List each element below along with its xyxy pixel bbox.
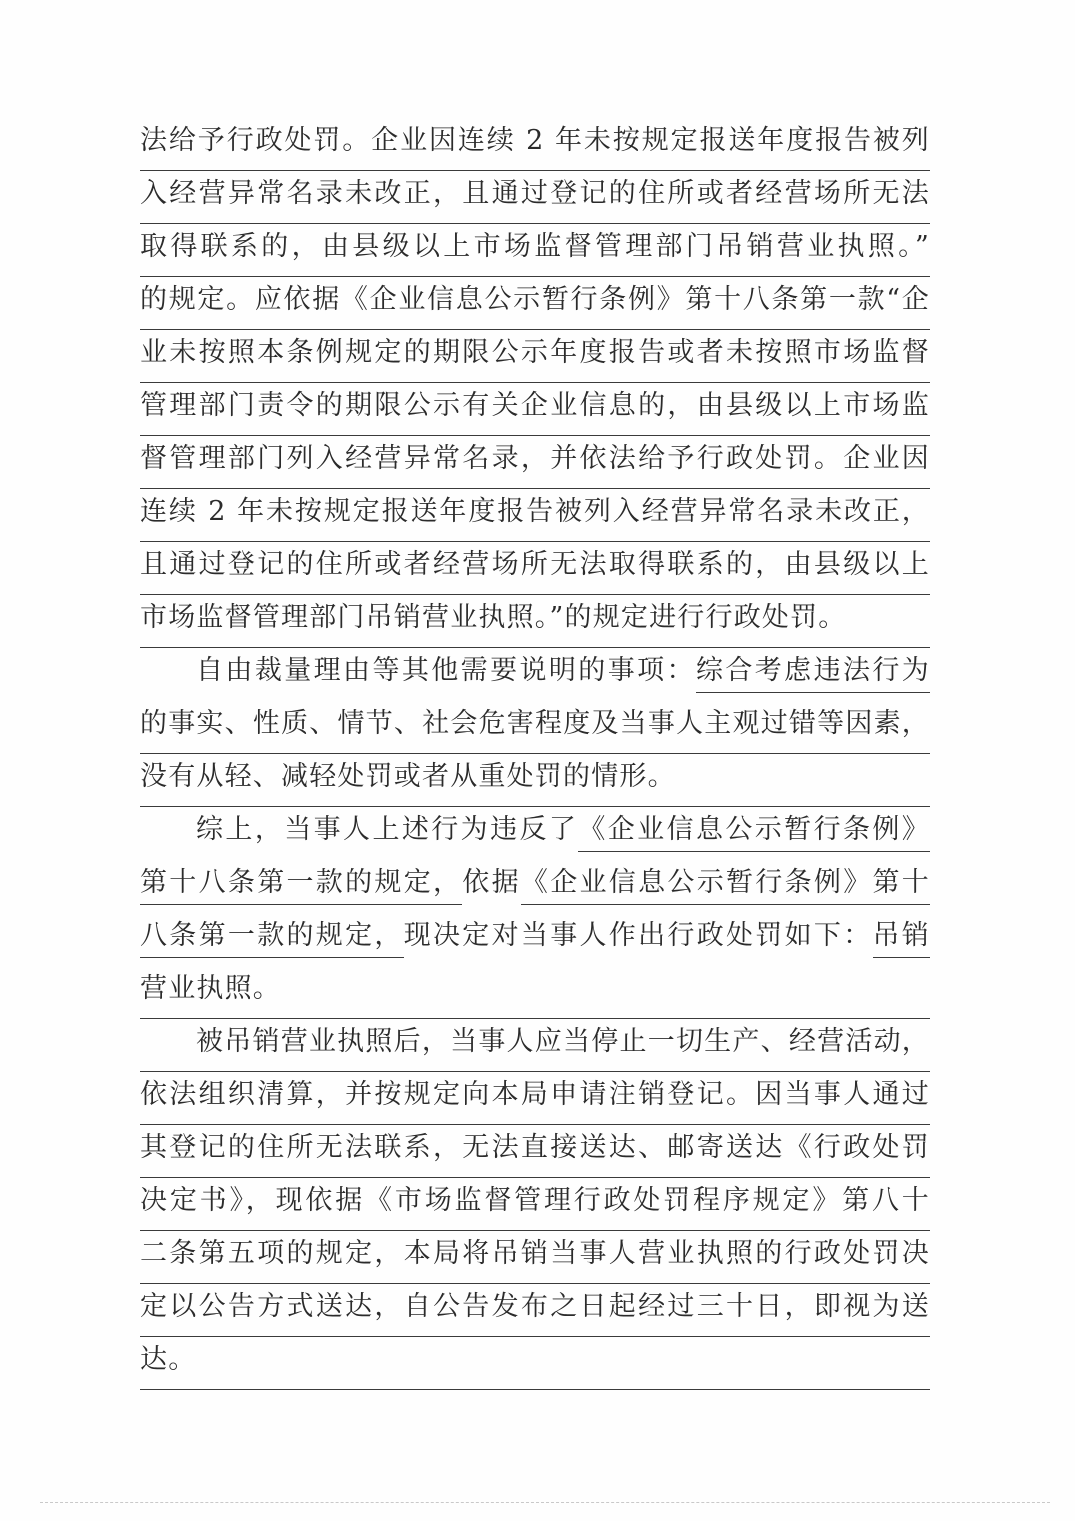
notice-line-2: 依法组织清算，并按规定向本局申请注销登记。因当事人通过 bbox=[140, 1072, 930, 1125]
text-line-9: 且通过登记的住所或者经营场所无法取得联系的，由县级以上 bbox=[140, 542, 930, 595]
conclusion-law-name: 《企业信息公示暂行条例》 bbox=[578, 814, 930, 852]
conclusion-line-3 bbox=[140, 913, 930, 966]
discretion-line-2: 的事实、性质、情节、社会危害程度及当事人主观过错等因素， bbox=[140, 701, 930, 754]
discretion-label: 自由裁量理由等其他需要说明的事项： bbox=[196, 655, 696, 686]
conclusion-line-4: 营业执照。 bbox=[140, 966, 930, 1019]
document-body bbox=[140, 118, 930, 1390]
text-line-1: 法给予行政处罚。企业因连续 2 年未按规定报送年度报告被列 bbox=[140, 118, 930, 171]
conclusion-line-2 bbox=[140, 860, 930, 913]
conclusion-prefix: 综上，当事人上述行为违反了 bbox=[196, 814, 579, 845]
notice-line-5: 二条第五项的规定，本局将吊销当事人营业执照的行政处罚决 bbox=[140, 1231, 930, 1284]
conclusion-line2-c: 《企业信息公示暂行条例》第十 bbox=[521, 867, 930, 905]
conclusion-line3-a: 八条第一款的规定， bbox=[140, 920, 404, 958]
conclusion-line3-c: 吊销 bbox=[873, 920, 931, 958]
text-line-6: 管理部门责令的期限公示有关企业信息的，由县级以上市场监 bbox=[140, 383, 930, 436]
text-line-7: 督管理部门列入经营异常名录，并依法给予行政处罚。企业因 bbox=[140, 436, 930, 489]
text-line-3: 取得联系的，由县级以上市场监督管理部门吊销营业执照。” bbox=[140, 224, 930, 277]
conclusion-line3-b: 现决定对当事人作出行政处罚如下： bbox=[403, 920, 873, 951]
notice-first-line: 被吊销营业执照后，当事人应当停止一切生产、经营活动， bbox=[140, 1019, 930, 1072]
notice-line-6: 定以公告方式送达，自公告发布之日起经过三十日，即视为送 bbox=[140, 1284, 930, 1337]
text-line-8: 连续 2 年未按规定报送年度报告被列入经营异常名录未改正， bbox=[140, 489, 930, 542]
notice-line-7: 达。 bbox=[140, 1337, 930, 1390]
conclusion-first-line bbox=[140, 807, 930, 860]
discretion-paragraph-first-line bbox=[140, 648, 930, 701]
text-line-5: 业未按照本条例规定的期限公示年度报告或者未按照市场监督 bbox=[140, 330, 930, 383]
discretion-text-start: 综合考虑违法行为 bbox=[696, 655, 930, 693]
page-bottom-edge bbox=[40, 1502, 1050, 1503]
notice-line-3: 其登记的住所无法联系，无法直接送达、邮寄送达《行政处罚 bbox=[140, 1125, 930, 1178]
conclusion-line2-b: 依据 bbox=[462, 867, 521, 898]
conclusion-line2-a: 第十八条第一款的规定， bbox=[140, 867, 462, 905]
text-line-4: 的规定。应依据《企业信息公示暂行条例》第十八条第一款“企 bbox=[140, 277, 930, 330]
discretion-line-3: 没有从轻、减轻处罚或者从重处罚的情形。 bbox=[140, 754, 930, 807]
notice-line-4: 决定书》，现依据《市场监督管理行政处罚程序规定》第八十 bbox=[140, 1178, 930, 1231]
text-line-2: 入经营异常名录未改正，且通过登记的住所或者经营场所无法 bbox=[140, 171, 930, 224]
text-line-10: 市场监督管理部门吊销营业执照。”的规定进行行政处罚。 bbox=[140, 595, 930, 648]
